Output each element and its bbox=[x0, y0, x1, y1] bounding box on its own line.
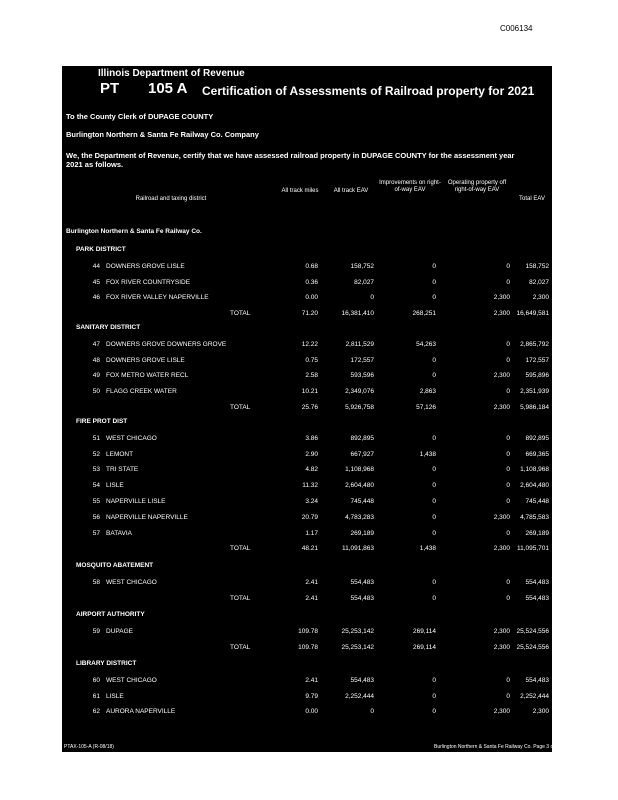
track-eav: 82,027 bbox=[354, 278, 374, 286]
district-number: 44 bbox=[92, 262, 100, 270]
improvements-eav: 269,114 bbox=[412, 627, 436, 635]
table-row bbox=[62, 707, 552, 717]
track-miles: 0.75 bbox=[305, 356, 318, 364]
section-header: SANITARY DISTRICT bbox=[76, 324, 141, 331]
total-eav: 2,300 bbox=[532, 294, 549, 302]
operating-eav: 0 bbox=[506, 482, 510, 490]
improvements-eav: 268,251 bbox=[412, 310, 436, 318]
company-line: Burlington Northern & Santa Fe Railway Co. Company bbox=[66, 130, 259, 139]
document-id: C006134 bbox=[500, 24, 533, 33]
track-eav: 158,752 bbox=[350, 262, 374, 270]
improvements-eav: 0 bbox=[432, 708, 436, 716]
table-row bbox=[62, 513, 552, 523]
form-footer-id: PTAX-105-A (R-08/18) bbox=[64, 744, 114, 750]
total-eav: 172,557 bbox=[525, 356, 549, 364]
track-eav: 667,927 bbox=[350, 450, 374, 458]
page-footer: Burlington Northern & Santa Fe Railway Co. Page 3 of 4 bbox=[434, 744, 559, 750]
track-miles: 71.20 bbox=[301, 310, 318, 318]
track-miles: 0.36 bbox=[305, 278, 318, 286]
district-number: 51 bbox=[92, 434, 100, 442]
district-number: 53 bbox=[92, 466, 100, 474]
district-number: 45 bbox=[92, 278, 100, 286]
district-name: FLAGG CREEK WATER bbox=[106, 388, 177, 396]
total-eav: 554,483 bbox=[525, 578, 549, 586]
table-row bbox=[62, 371, 552, 381]
col-header-eav: All track EAV bbox=[333, 188, 369, 194]
col-header-operating: Operating property off right-of-way EAV bbox=[447, 180, 507, 193]
table-row bbox=[62, 387, 552, 397]
total-eav: 25,524,556 bbox=[516, 643, 549, 651]
track-eav: 25,253,142 bbox=[341, 643, 374, 651]
improvements-eav: 0 bbox=[432, 466, 436, 474]
operating-eav: 0 bbox=[506, 356, 510, 364]
total-eav: 1,108,968 bbox=[520, 466, 549, 474]
track-miles: 2.41 bbox=[305, 594, 318, 602]
track-eav: 0 bbox=[370, 294, 374, 302]
track-miles: 109.78 bbox=[298, 627, 318, 635]
table-row bbox=[62, 450, 552, 460]
track-eav: 5,926,758 bbox=[345, 404, 374, 411]
section-total-row bbox=[62, 544, 552, 554]
table-row bbox=[62, 465, 552, 475]
section-total-row bbox=[62, 643, 552, 653]
total-eav: 158,752 bbox=[525, 262, 549, 270]
track-eav: 892,895 bbox=[350, 434, 374, 442]
operating-eav: 2,300 bbox=[493, 545, 510, 553]
track-miles: 2.41 bbox=[305, 578, 318, 586]
table-row bbox=[62, 278, 552, 288]
total-label: TOTAL bbox=[230, 594, 251, 602]
county-clerk-line: To the County Clerk of DUPAGE COUNTY bbox=[66, 112, 214, 121]
operating-eav: 0 bbox=[506, 262, 510, 270]
district-name: TRI STATE bbox=[106, 466, 139, 474]
track-eav: 554,483 bbox=[350, 594, 374, 602]
col-header-miles: All track miles bbox=[281, 188, 319, 194]
track-eav: 11,091,863 bbox=[341, 545, 374, 553]
district-name: LISLE bbox=[106, 692, 124, 700]
operating-eav: 0 bbox=[506, 434, 510, 442]
district-name: DOWNERS GROVE DOWNERS GROVE bbox=[106, 340, 227, 348]
track-miles: 3.24 bbox=[305, 498, 318, 505]
track-miles: 25.76 bbox=[301, 404, 318, 411]
form-number: 105 A bbox=[148, 80, 188, 97]
table-row bbox=[62, 529, 552, 539]
total-eav: 745,448 bbox=[525, 498, 549, 505]
section-total-row bbox=[62, 403, 552, 413]
total-eav: 2,865,792 bbox=[520, 340, 549, 348]
certification-statement: We, the Department of Revenue, certify that we have assessed railroad property in DUPAGE COUNTY for the assessment year bbox=[66, 151, 515, 160]
operating-eav: 0 bbox=[506, 692, 510, 700]
district-name: FOX RIVER COUNTRYSIDE bbox=[106, 278, 191, 286]
track-miles: 2.90 bbox=[305, 450, 318, 458]
improvements-eav: 0 bbox=[432, 278, 436, 286]
table-row bbox=[62, 293, 552, 303]
track-eav: 554,483 bbox=[350, 578, 374, 586]
table-row bbox=[62, 578, 552, 588]
form-title: Certification of Assessments of Railroad property for 2021 bbox=[202, 84, 535, 98]
table-row bbox=[62, 262, 552, 272]
total-label: TOTAL bbox=[230, 643, 251, 651]
table-row bbox=[62, 692, 552, 702]
track-miles: 11.32 bbox=[302, 482, 318, 490]
total-eav: 669,365 bbox=[525, 450, 549, 458]
table-row bbox=[62, 340, 552, 350]
track-miles: 1.17 bbox=[305, 529, 318, 537]
total-label: TOTAL bbox=[230, 545, 251, 553]
track-eav: 593,596 bbox=[350, 372, 374, 380]
improvements-eav: 1,438 bbox=[419, 545, 436, 553]
track-eav: 172,557 bbox=[350, 356, 374, 364]
improvements-eav: 0 bbox=[432, 356, 436, 364]
improvements-eav: 0 bbox=[432, 372, 436, 380]
operating-eav: 2,300 bbox=[493, 310, 510, 318]
track-miles: 12.22 bbox=[301, 340, 318, 348]
district-number: 56 bbox=[92, 513, 100, 521]
operating-eav: 2,300 bbox=[493, 404, 510, 411]
certification-statement-cont: 2021 as follows. bbox=[66, 160, 124, 169]
track-eav: 25,253,142 bbox=[341, 627, 374, 635]
operating-eav: 0 bbox=[506, 594, 510, 602]
track-eav: 2,349,076 bbox=[345, 388, 374, 396]
col-header-improvements: Improvements on right-of-way EAV bbox=[379, 180, 441, 193]
improvements-eav: 0 bbox=[432, 578, 436, 586]
operating-eav: 0 bbox=[506, 450, 510, 458]
improvements-eav: 0 bbox=[432, 513, 436, 521]
improvements-eav: 0 bbox=[432, 294, 436, 302]
district-name: WEST CHICAGO bbox=[106, 434, 157, 442]
total-eav: 2,252,444 bbox=[520, 692, 549, 700]
col-header-district: Railroad and taxing district bbox=[135, 196, 207, 202]
district-number: 54 bbox=[92, 482, 100, 490]
total-eav: 2,604,480 bbox=[520, 482, 549, 490]
track-eav: 16,381,410 bbox=[341, 310, 374, 318]
district-name: DOWNERS GROVE LISLE bbox=[106, 356, 185, 364]
total-eav: 82,027 bbox=[529, 278, 549, 286]
col-header-total: Total EAV bbox=[519, 196, 545, 202]
operating-eav: 0 bbox=[506, 340, 510, 348]
track-miles: 48.21 bbox=[301, 545, 318, 553]
district-number: 47 bbox=[92, 340, 100, 348]
track-eav: 554,483 bbox=[350, 676, 374, 684]
track-miles: 0.00 bbox=[305, 294, 318, 302]
district-number: 59 bbox=[92, 627, 100, 635]
agency-name: Illinois Department of Revenue bbox=[98, 68, 245, 79]
track-miles: 0.00 bbox=[305, 708, 318, 716]
total-label: TOTAL bbox=[230, 310, 251, 318]
district-name: DUPAGE bbox=[106, 627, 133, 635]
track-eav: 0 bbox=[370, 708, 374, 716]
district-name: NAPERVILLE LISLE bbox=[106, 498, 166, 505]
track-eav: 2,252,444 bbox=[345, 692, 374, 700]
district-name: FOX METRO WATER RECL bbox=[106, 372, 189, 380]
certification-sheet bbox=[62, 66, 559, 752]
table-row bbox=[62, 434, 552, 444]
total-eav: 16,649,581 bbox=[516, 310, 549, 318]
operating-eav: 2,300 bbox=[493, 627, 510, 635]
improvements-eav: 0 bbox=[432, 434, 436, 442]
total-eav: 4,785,583 bbox=[520, 513, 549, 521]
table-row bbox=[62, 497, 552, 507]
improvements-eav: 0 bbox=[432, 676, 436, 684]
district-name: AURORA NAPERVILLE bbox=[106, 708, 176, 716]
operating-eav: 0 bbox=[506, 388, 510, 396]
railroad-name: Burlington Northern & Santa Fe Railway Co. bbox=[66, 228, 202, 235]
track-eav: 2,811,529 bbox=[345, 340, 374, 348]
table-row bbox=[62, 627, 552, 637]
district-number: 52 bbox=[92, 450, 100, 458]
track-miles: 2.58 bbox=[305, 372, 318, 380]
district-number: 60 bbox=[92, 676, 100, 684]
district-number: 61 bbox=[92, 692, 100, 700]
total-eav: 5,986,184 bbox=[520, 404, 549, 411]
track-miles: 4.82 bbox=[305, 466, 318, 474]
operating-eav: 2,300 bbox=[493, 513, 510, 521]
operating-eav: 2,300 bbox=[493, 294, 510, 302]
total-eav: 269,189 bbox=[525, 529, 549, 537]
table-row bbox=[62, 356, 552, 366]
total-eav: 2,300 bbox=[532, 708, 549, 716]
section-total-row bbox=[62, 309, 552, 319]
track-miles: 20.79 bbox=[301, 513, 318, 521]
district-number: 55 bbox=[92, 498, 100, 505]
section-total-row bbox=[62, 594, 552, 604]
improvements-eav: 57,126 bbox=[416, 404, 436, 411]
operating-eav: 2,300 bbox=[493, 708, 510, 716]
track-miles: 10.21 bbox=[301, 388, 318, 396]
form-code: PT bbox=[100, 80, 120, 97]
improvements-eav: 0 bbox=[432, 498, 436, 505]
improvements-eav: 0 bbox=[432, 529, 436, 537]
table-row bbox=[62, 481, 552, 491]
district-name: BATAVIA bbox=[106, 529, 133, 537]
track-miles: 3.86 bbox=[305, 434, 318, 442]
track-eav: 4,783,283 bbox=[345, 513, 374, 521]
operating-eav: 0 bbox=[506, 498, 510, 505]
district-number: 46 bbox=[92, 294, 100, 302]
district-name: LISLE bbox=[106, 482, 124, 490]
track-miles: 9.79 bbox=[305, 692, 318, 700]
operating-eav: 0 bbox=[506, 466, 510, 474]
total-eav: 892,895 bbox=[525, 434, 549, 442]
total-eav: 11,095,701 bbox=[516, 545, 549, 553]
total-label: TOTAL bbox=[230, 404, 251, 411]
district-name: NAPERVILLE NAPERVILLE bbox=[106, 513, 188, 521]
total-eav: 554,483 bbox=[525, 676, 549, 684]
section-header: AIRPORT AUTHORITY bbox=[76, 611, 145, 618]
improvements-eav: 2,863 bbox=[419, 388, 436, 396]
operating-eav: 0 bbox=[506, 578, 510, 586]
track-eav: 269,189 bbox=[350, 529, 374, 537]
section-header: PARK DISTRICT bbox=[76, 246, 126, 253]
district-number: 50 bbox=[92, 388, 100, 396]
improvements-eav: 0 bbox=[432, 692, 436, 700]
track-eav: 2,604,480 bbox=[345, 482, 374, 490]
section-header: FIRE PROT DIST bbox=[76, 418, 128, 425]
district-name: FOX RIVER VALLEY NAPERVILLE bbox=[106, 294, 209, 302]
district-number: 49 bbox=[92, 372, 100, 380]
district-name: WEST CHICAGO bbox=[106, 676, 157, 684]
track-miles: 0.68 bbox=[305, 262, 318, 270]
operating-eav: 2,300 bbox=[493, 643, 510, 651]
operating-eav: 2,300 bbox=[493, 372, 510, 380]
table-row bbox=[62, 676, 552, 686]
track-eav: 745,448 bbox=[350, 498, 374, 505]
track-miles: 2.41 bbox=[305, 676, 318, 684]
track-eav: 1,108,968 bbox=[345, 466, 374, 474]
improvements-eav: 0 bbox=[432, 594, 436, 602]
section-header: LIBRARY DISTRICT bbox=[76, 660, 137, 667]
operating-eav: 0 bbox=[506, 676, 510, 684]
district-number: 58 bbox=[92, 578, 100, 586]
improvements-eav: 0 bbox=[432, 482, 436, 490]
section-header: MOSQUITO ABATEMENT bbox=[76, 562, 154, 569]
district-number: 48 bbox=[92, 356, 100, 364]
total-eav: 2,351,939 bbox=[520, 388, 549, 396]
improvements-eav: 54,263 bbox=[416, 340, 436, 348]
operating-eav: 0 bbox=[506, 529, 510, 537]
district-name: LEMONT bbox=[106, 450, 134, 458]
total-eav: 595,896 bbox=[525, 372, 549, 380]
district-number: 57 bbox=[92, 529, 100, 537]
improvements-eav: 269,114 bbox=[412, 643, 436, 651]
district-name: WEST CHICAGO bbox=[106, 578, 157, 586]
total-eav: 554,483 bbox=[525, 594, 549, 602]
operating-eav: 0 bbox=[506, 278, 510, 286]
improvements-eav: 1,438 bbox=[419, 450, 436, 458]
district-number: 62 bbox=[92, 708, 100, 716]
district-name: DOWNERS GROVE LISLE bbox=[106, 262, 185, 270]
improvements-eav: 0 bbox=[432, 262, 436, 270]
total-eav: 25,524,556 bbox=[516, 627, 549, 635]
track-miles: 109.78 bbox=[298, 643, 318, 651]
